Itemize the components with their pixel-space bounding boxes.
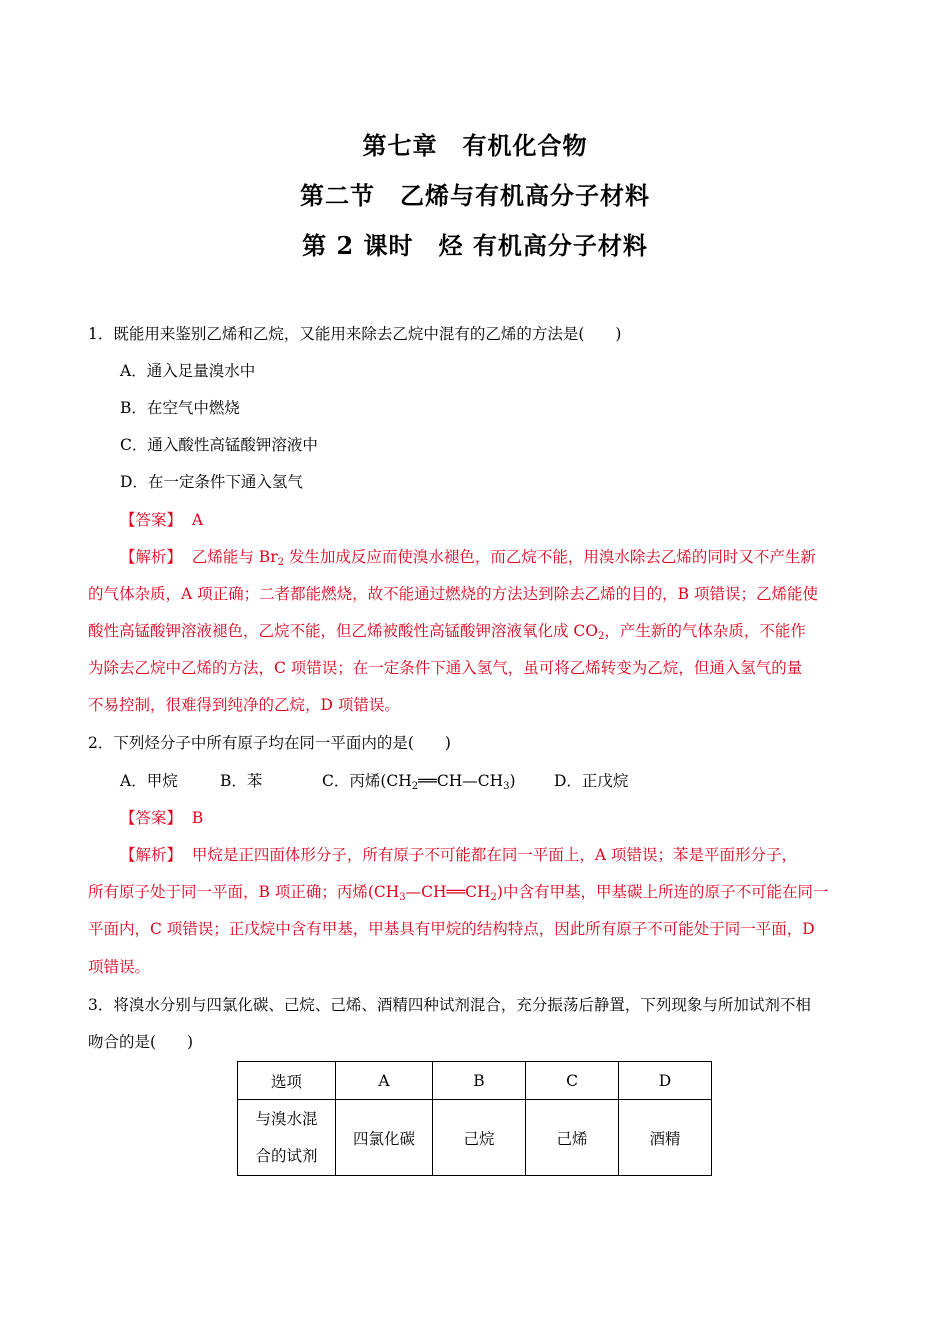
analysis-label: 【解析】 [120,548,183,566]
q2-analysis-line-4: 项错误。 [88,958,151,976]
answer-label: 【答案】 [120,809,183,827]
q3-table [237,1061,712,1176]
subscript: 2 [277,557,284,568]
q2-answer-value: B [191,809,204,827]
q2-stem: 2．下列烃分子中所有原子均在同一平面内的是( ) [88,734,451,752]
analysis-text: 酸性高锰酸钾溶液褪色，乙烷不能，但乙烯被酸性高锰酸钾溶液氧化成 CO [88,622,598,640]
table-header-row [238,1062,712,1100]
q2-analysis-line-1 [120,845,797,865]
table-header-cell: D [619,1062,712,1100]
table-header-cell: 选项 [238,1062,336,1100]
q2-option-a: A．甲烷 [120,772,178,790]
q1-analysis-line-4: 为除去乙烷中乙烯的方法，C 项错误；在一定条件下通入氢气，虽可将乙烯转变为乙烷，但通入氢气的量 [88,659,803,677]
q1-stem: 1．既能用来鉴别乙烯和乙烷，又能用来除去乙烷中混有的乙烯的方法是( ) [88,325,622,343]
q2-option-d: D．正戊烷 [554,772,629,790]
table-header-cell: A [336,1062,433,1100]
lesson-title: 第 2 课时 烃 有机高分子材料 [302,231,648,260]
q2-analysis-line-2: 所有原子处于同一平面，B 项正确；丙烯$(CH_3—CH══CH_2)$中含有甲基，甲基碳上所连的原子不可能在同一 [88,883,829,903]
chapter-title: 第七章 有机化合物 [362,131,588,160]
q1-answer-value: A [191,511,204,529]
analysis-text: 发生加成反应而使溴水褪色，而乙烷不能，用溴水除去乙烯的同时又不产生新 [283,548,816,566]
q1-analysis-line-3 [88,621,806,641]
q1-option-d: D．在一定条件下通入氢气 [120,473,303,491]
q1-answer [120,510,203,530]
analysis-text: 甲烷是正四面体形分子，所有原子不可能都在同一平面上，A 项错误；苯是平面形分子， [191,846,797,864]
q2-analysis-line-3: 平面内，C 项错误；正戊烷中含有甲基，甲基具有甲烷的结构特点，因此所有原子不可能处于同一平面，D [88,920,815,938]
answer-label: 【答案】 [120,511,183,529]
table-header-cell: B [433,1062,526,1100]
table-cell: 酒精 [619,1100,712,1176]
q1-analysis-line-2: 的气体杂质，A 项正确；二者都能燃烧，故不能通过燃烧的方法达到除去乙烯的目的，B 项错误；乙烯能使 [88,585,818,603]
q3-stem-line-2: 吻合的是( ) [88,1033,194,1051]
q1-option-a: A．通入足量溴水中 [120,362,256,380]
q2-answer [120,808,203,828]
section-title: 第二节 乙烯与有机高分子材料 [300,181,650,210]
q2-option-b: B．苯 [220,772,263,790]
q1-option-b: B．在空气中燃烧 [120,399,240,417]
table-cell: 己烯 [526,1100,619,1176]
q1-option-c: C．通入酸性高锰酸钾溶液中 [120,436,318,454]
q2-option-c: C．丙烯$(CH_2══CH—CH_3)$ [322,772,516,792]
table-cell: 己烷 [433,1100,526,1176]
table-row-label: 与溴水混 合的试剂 [238,1100,336,1176]
q1-analysis-line-1 [120,547,816,567]
analysis-text: 乙烯能与 Br [191,548,278,566]
subscript: 2 [598,631,605,642]
q3-stem-line-1: 3．将溴水分别与四氯化碳、己烷、己烯、酒精四种试剂混合，充分振荡后静置，下列现象与所加试剂不相 [88,996,811,1014]
table-row [238,1100,712,1176]
q1-analysis-line-5: 不易控制，很难得到纯净的乙烷，D 项错误。 [88,696,400,714]
table-cell: 四氯化碳 [336,1100,433,1176]
analysis-text: ，产生新的气体杂质，不能作 [604,622,806,640]
q2-options [120,771,628,791]
table-header-cell: C [526,1062,619,1100]
analysis-label: 【解析】 [120,846,183,864]
